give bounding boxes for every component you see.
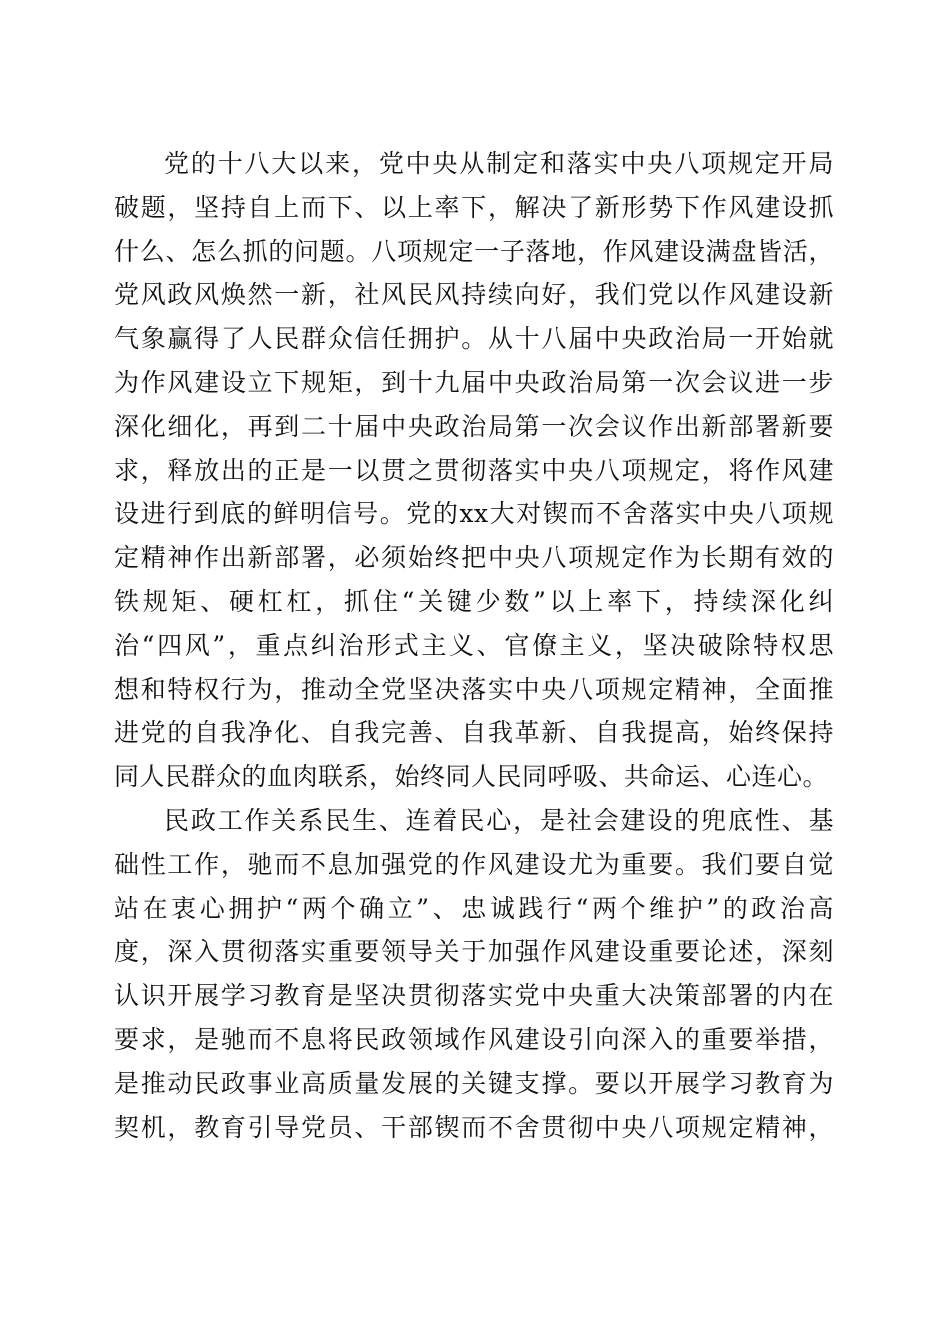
text-line: 民政工作关系民生、连着民心，是社会建设的兜底性、基 [164, 805, 834, 835]
text-line: 想和特权行为，推动全党坚决落实中央八项规定精神，全面推 [114, 674, 834, 704]
text-line: 同人民群众的血肉联系，始终同人民同呼吸、共命运、心连心。 [114, 762, 829, 792]
text-line: 要求，是驰而不息将民政领域作风建设引向深入的重要举措， [114, 1024, 834, 1054]
text-line: 契机，教育引导党员、干部锲而不舍贯彻中央八项规定精神， [114, 1112, 834, 1142]
text-line: 定精神作出新部署，必须始终把中央八项规定作为长期有效的 [114, 543, 834, 573]
text-line: 为作风建设立下规矩，到十九届中央政治局第一次会议进一步 [114, 367, 834, 397]
document-body [114, 142, 834, 1149]
text-line: 党的十八大以来，党中央从制定和落实中央八项规定开局 [164, 149, 834, 178]
text-line: 破题，坚持自上而下、以上率下，解决了新形势下作风建设抓 [114, 192, 834, 222]
paragraph-1 [114, 142, 834, 799]
text-line: 气象赢得了人民群众信任拥护。从十八届中央政治局一开始就 [114, 324, 834, 354]
text-line: 党风政风焕然一新，社风民风持续向好，我们党以作风建设新 [114, 280, 834, 310]
text-line: 深化细化，再到二十届中央政治局第一次会议作出新部署新要 [114, 411, 834, 441]
text-line: 度，深入贯彻落实重要领导关于加强作风建设重要论述，深刻 [114, 937, 834, 967]
text-line: 求，释放出的正是一以贯之贯彻落实中央八项规定，将作风建 [114, 455, 834, 485]
text-line: 铁规矩、硬杠杠，抓住“关键少数”以上率下，持续深化纠 [114, 586, 834, 616]
text-line: 是推动民政事业高质量发展的关键支撑。要以开展学习教育为 [114, 1068, 834, 1098]
text-line: 础性工作，驰而不息加强党的作风建设尤为重要。我们要自觉 [114, 849, 834, 879]
text-line: 什么、怎么抓的问题。八项规定一子落地，作风建设满盘皆活， [114, 236, 834, 266]
text-line: 站在衷心拥护“两个确立”、忠诚践行“两个维护”的政治高 [114, 893, 834, 923]
text-line: 设进行到底的鲜明信号。党的xx大对锲而不舍落实中央八项规 [114, 499, 834, 529]
text-line: 治“四风”，重点纠治形式主义、官僚主义，坚决破除特权思 [114, 630, 834, 660]
paragraph-2 [114, 799, 834, 1149]
text-line: 进党的自我净化、自我完善、自我革新、自我提高，始终保持 [114, 718, 834, 748]
text-line: 认识开展学习教育是坚决贯彻落实党中央重大决策部署的内在 [114, 981, 834, 1011]
